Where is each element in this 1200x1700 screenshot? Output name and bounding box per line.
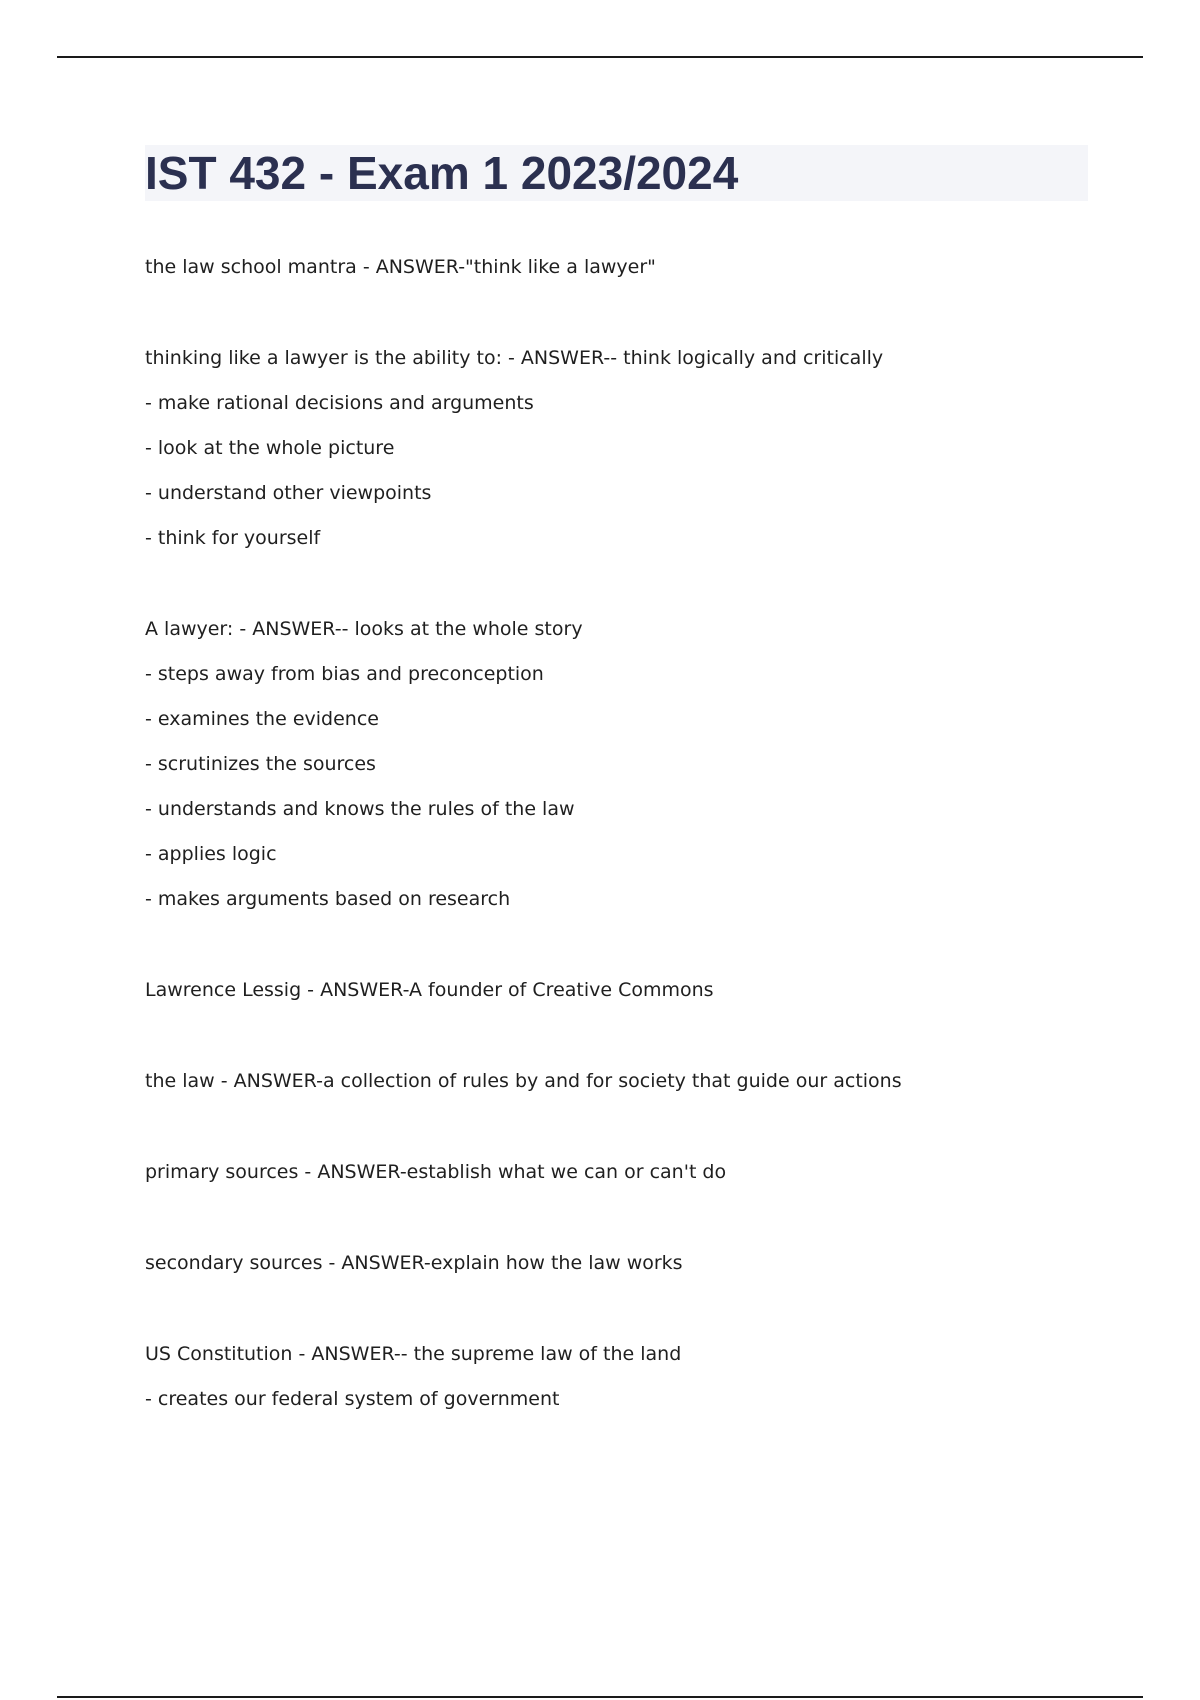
entry-line: - look at the whole picture [145, 437, 395, 459]
entry-line: - applies logic [145, 843, 277, 865]
entry-line: - understand other viewpoints [145, 482, 432, 504]
entry-line: secondary sources - ANSWER-explain how the law works [145, 1252, 683, 1274]
entry-line: - makes arguments based on research [145, 888, 511, 910]
qa-entry-a-lawyer [145, 607, 1105, 922]
qa-entry-lawrence-lessig [145, 968, 1105, 1013]
qa-entry-the-law [145, 1059, 1105, 1104]
entry-line: - creates our federal system of government [145, 1388, 560, 1410]
entry-line: thinking like a lawyer is the ability to: - ANSWER-- think logically and critically [145, 347, 884, 369]
entry-line: US Constitution - ANSWER-- the supreme law of the land [145, 1343, 682, 1365]
qa-entry-us-constitution [145, 1332, 1105, 1422]
document-body [145, 245, 1105, 1468]
entry-line: - understands and knows the rules of the law [145, 798, 575, 820]
entry-line: the law - ANSWER-a collection of rules by and for society that guide our actions [145, 1070, 902, 1092]
entry-line: primary sources - ANSWER-establish what we can or can't do [145, 1161, 727, 1183]
qa-entry-law-school-mantra [145, 245, 1105, 290]
entry-line: - make rational decisions and arguments [145, 392, 534, 414]
entry-line: - scrutinizes the sources [145, 753, 376, 775]
entry-line: - steps away from bias and preconception [145, 663, 544, 685]
entry-line: - think for yourself [145, 527, 321, 549]
entry-line: the law school mantra - ANSWER-"think like a lawyer" [145, 256, 656, 278]
qa-entry-secondary-sources [145, 1241, 1105, 1286]
bottom-rule [57, 1696, 1143, 1698]
entry-line: - examines the evidence [145, 708, 379, 730]
qa-entry-thinking-like-a-lawyer [145, 336, 1105, 561]
document-title: IST 432 - Exam 1 2023/2024 [145, 147, 739, 199]
entry-line: Lawrence Lessig - ANSWER-A founder of Creative Commons [145, 979, 714, 1001]
entry-line: A lawyer: - ANSWER-- looks at the whole story [145, 618, 583, 640]
qa-entry-primary-sources [145, 1150, 1105, 1195]
top-rule [57, 56, 1143, 58]
